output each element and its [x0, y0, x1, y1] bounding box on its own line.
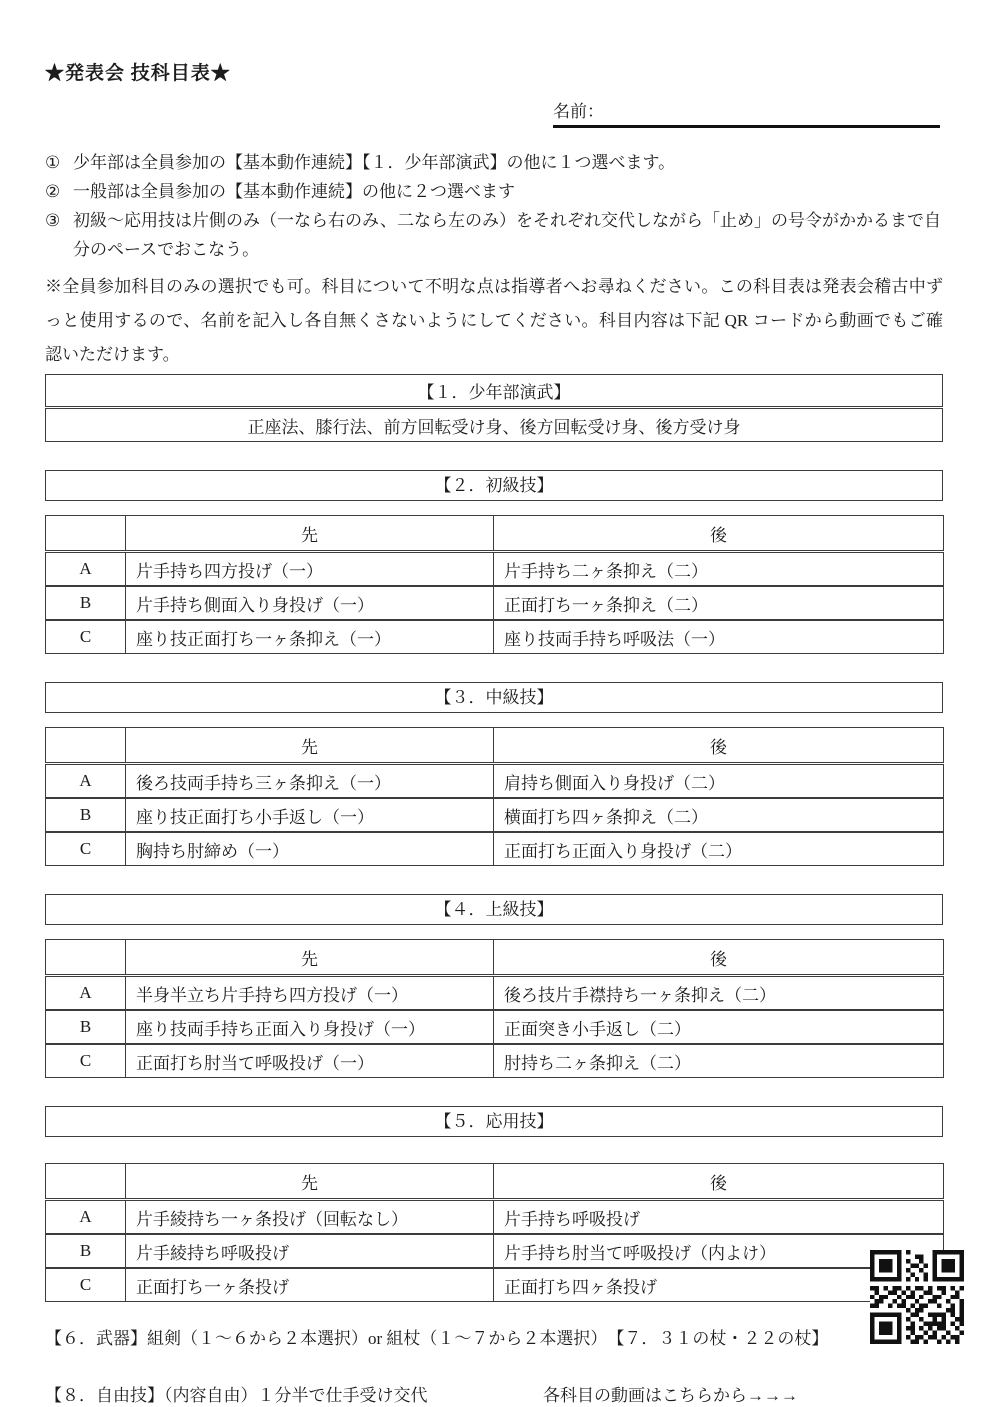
technique-first: 片手持ち側面入り身投げ（一） — [126, 586, 494, 620]
table-row-b — [46, 798, 944, 832]
demo-section-title: 【１．少年部演武】 — [46, 375, 943, 408]
row-label: A — [46, 764, 126, 799]
demo-section-content: 正座法、膝行法、前方回転受け身、後方回転受け身、後方受け身 — [46, 408, 943, 442]
technique-first: 胸持ち肘締め（一） — [126, 832, 494, 866]
table-row-a — [46, 1200, 944, 1235]
name-field-line — [553, 97, 940, 128]
technique-second: 後ろ技片手襟持ち一ヶ条抑え（二） — [494, 976, 944, 1011]
demo-title-row — [46, 375, 943, 408]
row-label: B — [46, 798, 126, 832]
table-row-b — [46, 1010, 944, 1044]
note-item-3 — [45, 206, 943, 264]
column-header-second: 後 — [494, 728, 944, 764]
techniques-table-intermediate — [45, 727, 944, 866]
note-text: 初級～応用技は片側のみ（一なら右のみ、二なら左のみ）をそれぞれ交代しながら「止め」の号令がかかるまで自分のペースでおこなう。 — [73, 211, 942, 259]
table-row-a — [46, 764, 944, 799]
table-header-row — [46, 728, 944, 764]
table-row-c — [46, 832, 944, 866]
remarks-paragraph: ※全員参加科目のみの選択でも可。科目について不明な点は指導者へお尋ねください。この科目表は発表会稽古中ずっと使用するので、名前を記入し各自無くさないようにしてください。科目内容は下記 QR コードから動画でもご確認いただけます。 — [45, 277, 943, 364]
table-row-c — [46, 620, 944, 654]
technique-first: 座り技正面打ち一ヶ条抑え（一） — [126, 620, 494, 654]
free-technique-line — [45, 1381, 943, 1407]
page-title: ★発表会 技科目表★ — [45, 63, 231, 84]
column-header-first: 先 — [126, 728, 494, 764]
note-text: 少年部は全員参加の【基本動作連続】【１．少年部演武】の他に１つ選べます。 — [73, 153, 676, 172]
row-label: B — [46, 1234, 126, 1268]
row-label: A — [46, 976, 126, 1011]
weapons-line: 【６．武器】組剣（１～６から２本選択）or 組杖（１～７から２本選択） 【７．３１の杖・２２の杖】 — [45, 1329, 829, 1348]
technique-second: 肘持ち二ヶ条抑え（二） — [494, 1044, 944, 1078]
table-row-a — [46, 976, 944, 1011]
name-label: 名前： — [553, 102, 604, 121]
free-technique-text: 【８．自由技】（内容自由）１分半で仕手受け交代 — [45, 1386, 428, 1405]
technique-first: 片手綾持ち呼吸投げ — [126, 1234, 494, 1268]
table-row-b — [46, 586, 944, 620]
corner-cell — [46, 516, 126, 552]
table-row-a — [46, 552, 944, 587]
column-header-first: 先 — [126, 1164, 494, 1200]
note-item-1 — [45, 148, 943, 177]
note-number: ① — [45, 153, 61, 172]
column-header-second: 後 — [494, 1164, 944, 1200]
technique-first: 座り技両手持ち正面入り身投げ（一） — [126, 1010, 494, 1044]
technique-first: 片手持ち四方投げ（一） — [126, 552, 494, 587]
column-header-first: 先 — [126, 516, 494, 552]
row-label: C — [46, 620, 126, 654]
column-header-second: 後 — [494, 516, 944, 552]
table-row-c — [46, 1044, 944, 1078]
row-label: A — [46, 1200, 126, 1235]
qr-code — [870, 1250, 964, 1344]
column-header-first: 先 — [126, 940, 494, 976]
section-title-band-applied: 【５．応用技】 — [45, 1106, 943, 1137]
technique-second: 片手持ち二ヶ条抑え（二） — [494, 552, 944, 587]
table-row-c — [46, 1268, 944, 1302]
row-label: B — [46, 586, 126, 620]
corner-cell — [46, 1164, 126, 1200]
table-header-row — [46, 516, 944, 552]
techniques-table-beginner — [45, 515, 944, 654]
technique-first: 正面打ち肘当て呼吸投げ（一） — [126, 1044, 494, 1078]
row-label: C — [46, 1044, 126, 1078]
row-label: B — [46, 1010, 126, 1044]
section-title-band-intermediate: 【３．中級技】 — [45, 682, 943, 713]
technique-first: 後ろ技両手持ち三ヶ条抑え（一） — [126, 764, 494, 799]
techniques-table-applied — [45, 1163, 944, 1302]
technique-second: 座り技両手持ち呼吸法（一） — [494, 620, 944, 654]
note-number: ② — [45, 182, 61, 201]
technique-first: 正面打ち一ヶ条投げ — [126, 1268, 494, 1302]
demo-section-table — [45, 374, 943, 442]
column-header-second: 後 — [494, 940, 944, 976]
technique-second: 正面打ち四ヶ条投げ — [494, 1268, 944, 1302]
technique-first: 座り技正面打ち小手返し（一） — [126, 798, 494, 832]
techniques-table-advanced — [45, 939, 944, 1078]
technique-second: 正面打ち一ヶ条抑え（二） — [494, 586, 944, 620]
technique-second: 肩持ち側面入り身投げ（二） — [494, 764, 944, 799]
technique-second: 正面突き小手返し（二） — [494, 1010, 944, 1044]
demo-content-row — [46, 408, 943, 442]
row-label: A — [46, 552, 126, 587]
notes-list — [45, 148, 943, 264]
note-text: 一般部は全員参加の【基本動作連続】の他に２つ選べます — [73, 182, 515, 201]
technique-second: 正面打ち正面入り身投げ（二） — [494, 832, 944, 866]
technique-second: 片手持ち呼吸投げ — [494, 1200, 944, 1235]
table-header-row — [46, 940, 944, 976]
section-title-band-advanced: 【４．上級技】 — [45, 894, 943, 925]
technique-second: 片手持ち肘当て呼吸投げ（内よけ） — [494, 1234, 944, 1268]
corner-cell — [46, 728, 126, 764]
corner-cell — [46, 940, 126, 976]
technique-first: 片手綾持ち一ヶ条投げ（回転なし） — [126, 1200, 494, 1235]
note-number: ③ — [45, 211, 61, 230]
table-header-row — [46, 1164, 944, 1200]
technique-second: 横面打ち四ヶ条抑え（二） — [494, 798, 944, 832]
video-note: 各科目の動画はこちらから→→→ — [543, 1386, 798, 1405]
row-label: C — [46, 832, 126, 866]
note-item-2 — [45, 177, 943, 206]
technique-first: 半身半立ち片手持ち四方投げ（一） — [126, 976, 494, 1011]
section-title-band-beginner: 【２．初級技】 — [45, 470, 943, 501]
table-row-b — [46, 1234, 944, 1268]
row-label: C — [46, 1268, 126, 1302]
